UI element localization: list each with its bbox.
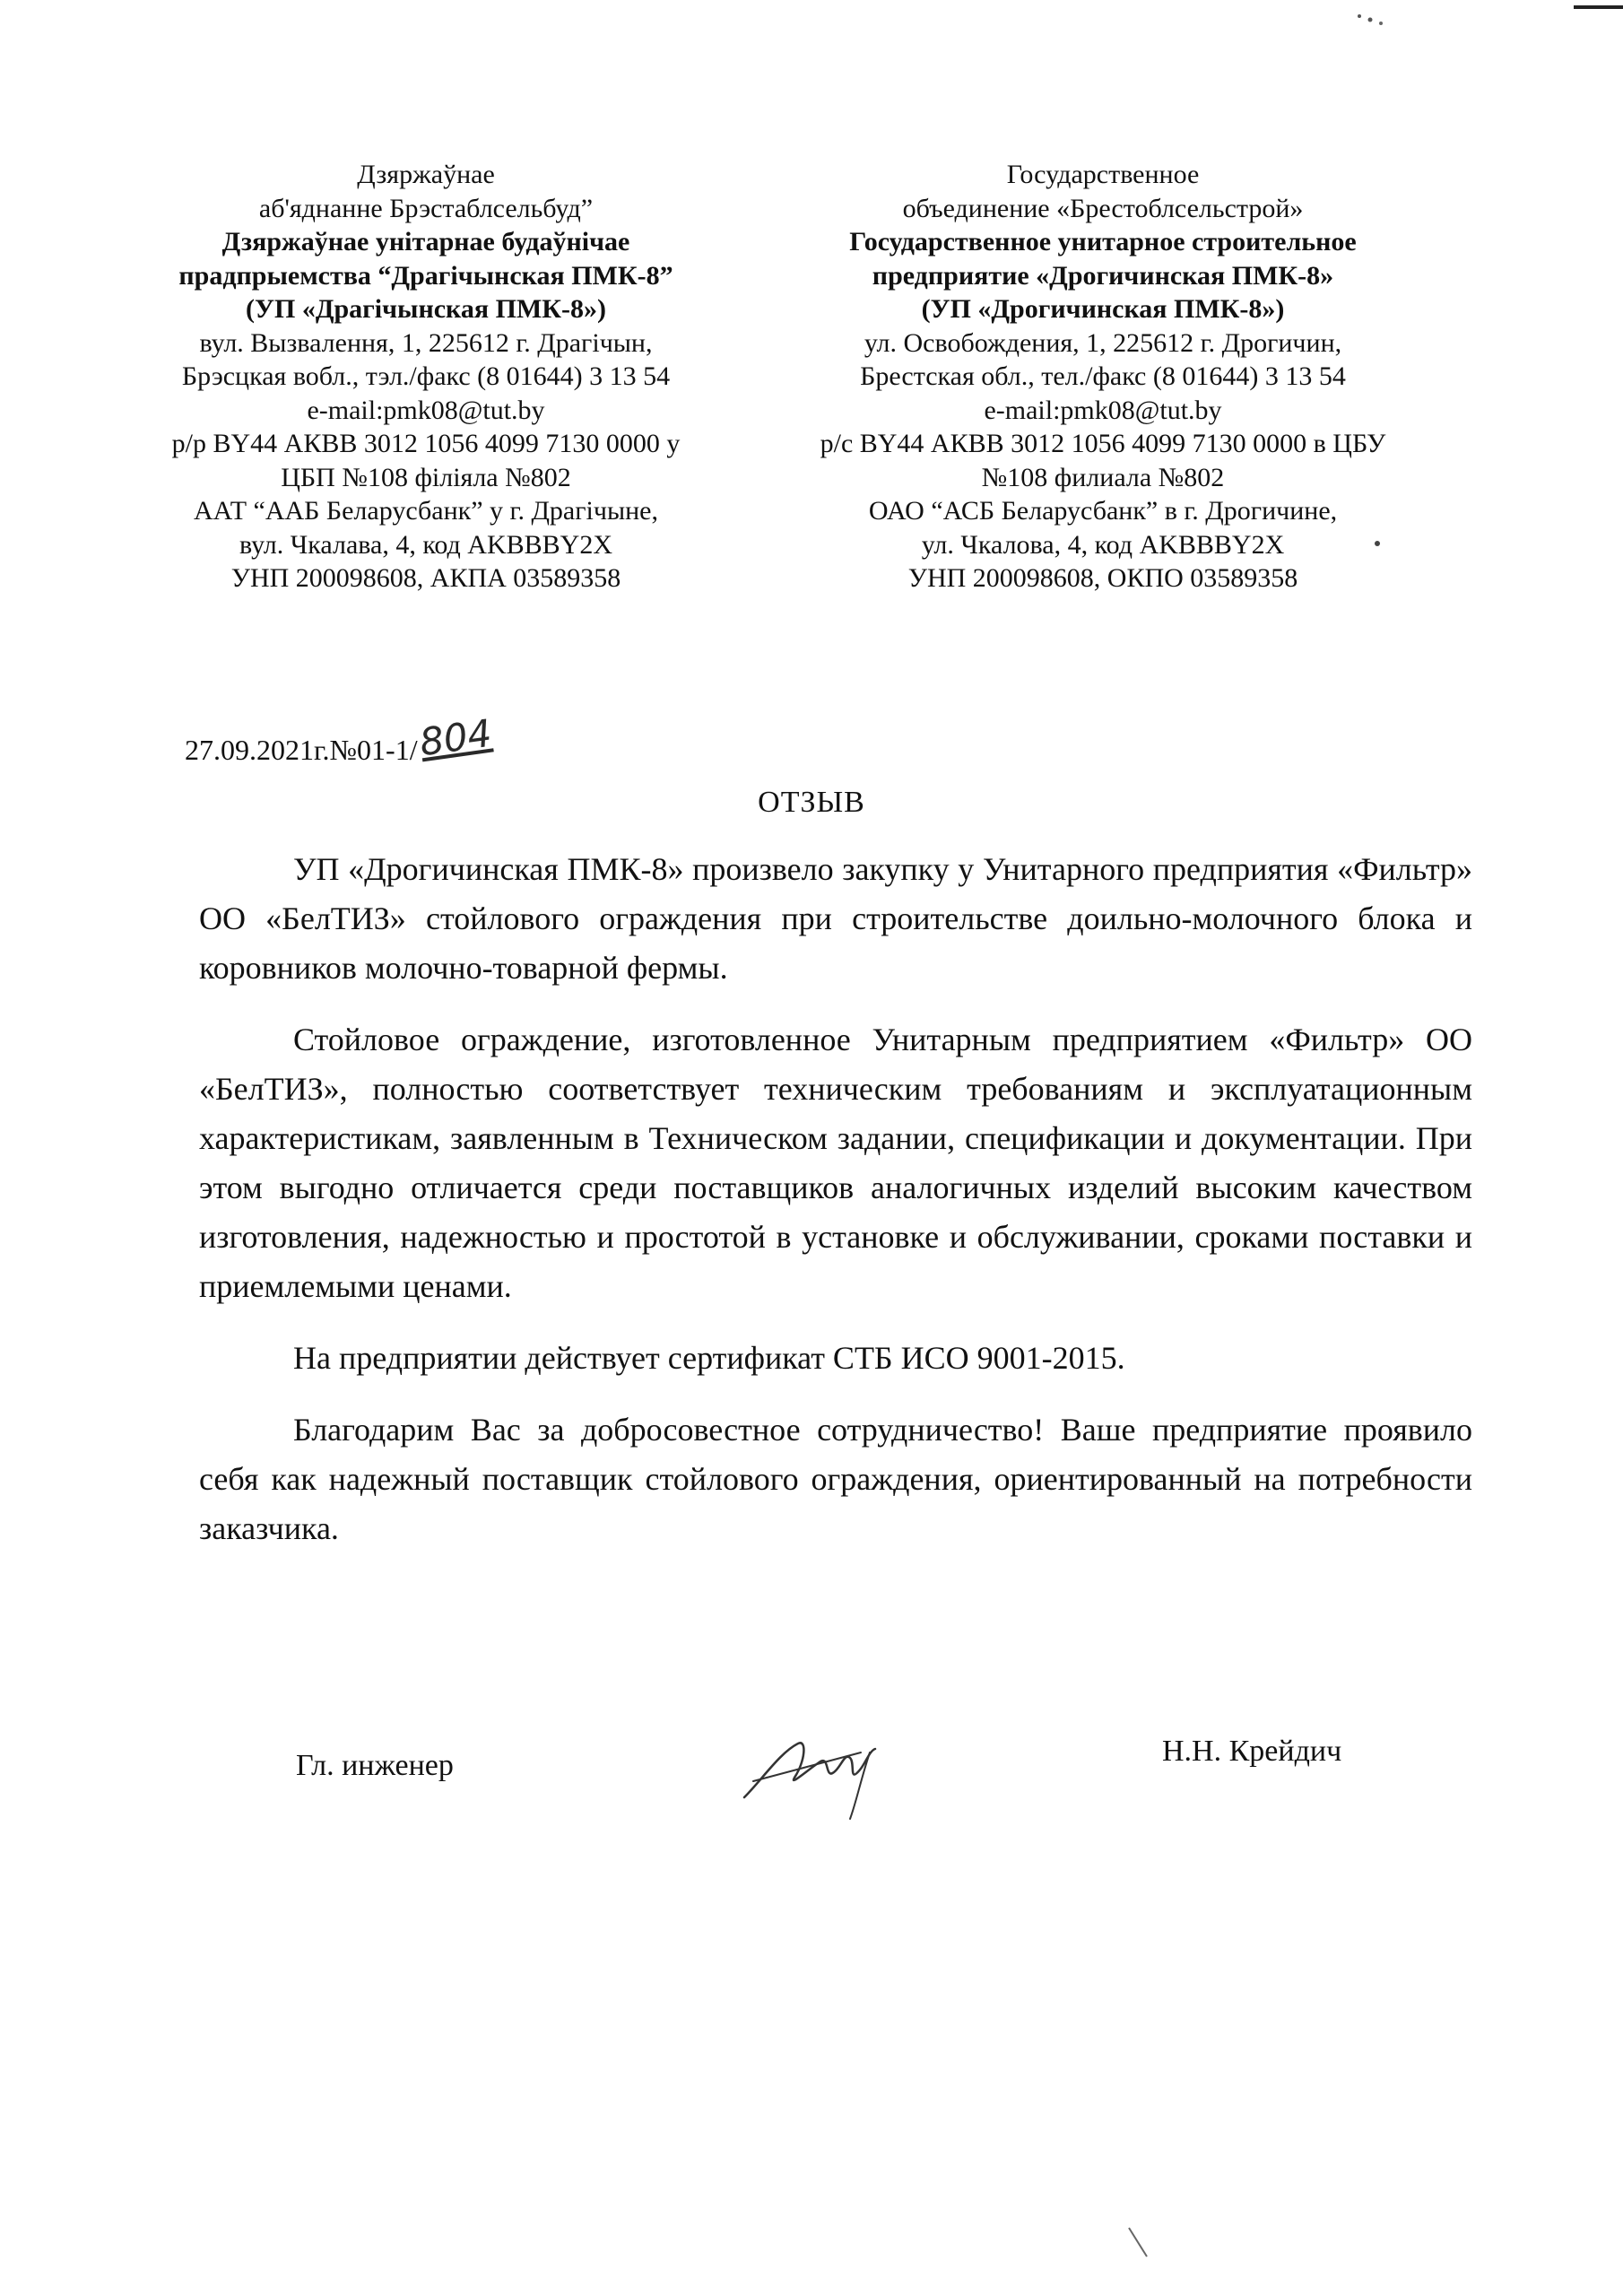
handwritten-reference-number: 804 bbox=[416, 710, 494, 765]
letterhead-line: (УП «Дрогичинская ПМК-8») bbox=[921, 294, 1285, 324]
letterhead-russian bbox=[780, 158, 1426, 596]
letterhead-belarusian bbox=[126, 158, 726, 596]
scan-dot-mark bbox=[1372, 538, 1383, 549]
letterhead-line: прадпрыемства “Драгічынская ПМК-8” bbox=[178, 260, 673, 291]
letterhead-line: Брэсцкая вобл., тэл./факс (8 01644) 3 13 54 bbox=[181, 361, 671, 391]
letterhead-line: (УП «Драгічынская ПМК-8») bbox=[245, 294, 606, 324]
reference-date-number: 27.09.2021г.№01-1/ bbox=[185, 734, 418, 766]
reference-number bbox=[185, 710, 494, 769]
letterhead-line: предприятие «Дрогичинская ПМК-8» bbox=[872, 260, 1334, 291]
letterhead-line: аб'яднанне Брэстаблсельбуд” bbox=[258, 193, 594, 223]
letterhead-line: р/р BY44 АКВВ 3012 1056 4099 7130 0000 у bbox=[171, 429, 681, 458]
document-title: ОТЗЫВ bbox=[758, 786, 865, 819]
letterhead-line: Государственное унитарное строительное bbox=[849, 227, 1357, 257]
paragraph-gratitude: Благодарим Вас за добросовестное сотрудничество! Ваше предприятие проявило себя как надежный поставщик стойлового ограждения, ориентированный на потребности заказчика. bbox=[199, 1412, 1472, 1546]
handwritten-signature bbox=[735, 1726, 888, 1824]
letterhead-line: ул. Чкалова, 4, код AKBBBY2X bbox=[921, 529, 1285, 560]
letterhead-line: объединение «Брестоблсельстрой» bbox=[902, 193, 1304, 223]
signer-position: Гл. инженер bbox=[296, 1749, 454, 1782]
letterhead-line: УНП 200098608, АКПА 03589358 bbox=[230, 563, 621, 593]
letterhead-line: ул. Освобождения, 1, 225612 г. Дрогичин, bbox=[864, 327, 1342, 358]
paragraph-purchase: УП «Дрогичинская ПМК-8» произвело закупку у Унитарного предприятия «Фильтр» ОО «БелТИЗ» стойлового ограждения при строительстве доильно-молочного блока и коровников молочно-товарной фермы. bbox=[199, 851, 1472, 986]
letterhead-line: ЦБП №108 філіяла №802 bbox=[281, 462, 571, 492]
letterhead-line: №108 филиала №802 bbox=[981, 462, 1225, 492]
signer-name: Н.Н. Крейдич bbox=[1162, 1735, 1342, 1768]
letterhead-line: УНП 200098608, ОКПО 03589358 bbox=[907, 563, 1298, 593]
paragraph-certificate: На предприятии действует сертификат СТБ ИСО 9001-2015. bbox=[293, 1340, 1125, 1376]
signature-block bbox=[0, 1731, 1623, 1839]
letterhead-line: Дзяржаўнае унітарнае будаўнічае bbox=[221, 227, 630, 257]
letterhead-line: ОАО “АСБ Беларусбанк” в г. Дрогичине, bbox=[868, 496, 1338, 526]
scan-edge-mark bbox=[1574, 0, 1623, 14]
document-body bbox=[199, 845, 1472, 1576]
letterhead-line: Брестская обл., тел./факс (8 01644) 3 13 54 bbox=[860, 361, 1346, 391]
letterhead-line: Государственное bbox=[1006, 160, 1200, 189]
letterhead-line: e-mail:pmk08@tut.by bbox=[307, 395, 545, 425]
letterhead-line: вул. Вызвалення, 1, 225612 г. Драгічын, bbox=[199, 327, 653, 358]
paragraph-quality: Стойловое ограждение, изготовленное Унитарным предприятием «Фильтр» ОО «БелТИЗ», полностью соответствует техническим требованиям и эксплуатационным характеристикам, заявленным в Техническом задании, спецификации и документации. При этом выгодно отличается среди поставщиков аналогичных изделий высоким качеством изготовления, надежностью и простотой в установке и обслуживании, сроками поставки и приемлемыми ценами. bbox=[199, 1022, 1472, 1304]
letterhead-line: вул. Чкалава, 4, код AKBBBY2X bbox=[239, 529, 612, 560]
letterhead-line: Дзяржаўнае bbox=[357, 160, 495, 189]
scan-speck-mark bbox=[1354, 7, 1390, 34]
letterhead-line: e-mail:pmk08@tut.by bbox=[984, 395, 1222, 425]
letterhead-line: р/с BY44 АКВВ 3012 1056 4099 7130 0000 в ЦБУ bbox=[820, 429, 1386, 458]
letterhead-line: ААТ “ААБ Беларусбанк” у г. Драгічыне, bbox=[194, 496, 658, 526]
scan-stroke-mark bbox=[1125, 2224, 1152, 2260]
